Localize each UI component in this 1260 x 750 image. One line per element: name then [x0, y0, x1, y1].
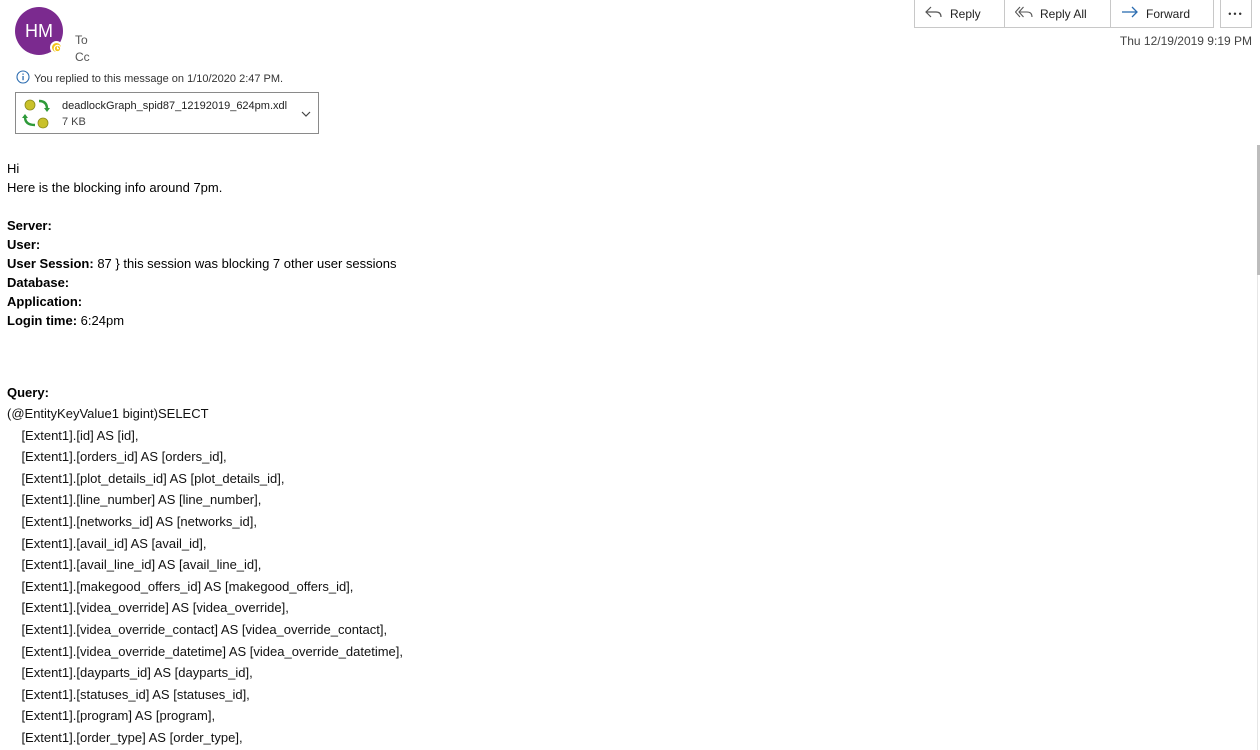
query-line: [Extent1].[program] AS [program], [7, 708, 216, 724]
query-line: [Extent1].[videa_override] AS [videa_override], [7, 600, 289, 616]
query-line: [Extent1].[makegood_offers_id] AS [makegood_offers_id], [7, 578, 354, 594]
query-line: [Extent1].[plot_details_id] AS [plot_details_id], [7, 470, 285, 486]
info-text: You replied to this message on 1/10/2020 2:47 PM. [34, 72, 284, 85]
forward-button[interactable] [1111, 0, 1213, 27]
more-actions-button[interactable] [1220, 0, 1252, 28]
attachment-size: 7 KB [62, 116, 86, 128]
reply-all-icon [1015, 5, 1033, 22]
message-action-toolbar [914, 0, 1214, 28]
message-body [7, 159, 396, 330]
chevron-down-icon[interactable] [300, 107, 312, 125]
query-line: [Extent1].[videa_override_datetime] AS [videa_override_datetime], [7, 643, 404, 659]
presence-away-icon [50, 41, 63, 54]
reply-all-label: Reply All [1040, 6, 1087, 21]
field-user: User: [7, 237, 41, 252]
reply-label: Reply [950, 6, 981, 21]
field-login-time: Login time: 6:24pm [7, 313, 125, 328]
query-line: [Extent1].[avail_line_id] AS [avail_line_id], [7, 557, 262, 573]
info-icon [16, 70, 30, 87]
cc-label[interactable]: Cc [75, 50, 90, 64]
query-line: [Extent1].[dayparts_id] AS [dayparts_id], [7, 665, 253, 681]
intro-line: Here is the blocking info around 7pm. [7, 180, 223, 195]
query-line: [Extent1].[networks_id] AS [networks_id], [7, 513, 258, 529]
more-icon: ••• [1228, 8, 1244, 19]
sender-avatar[interactable]: HM [15, 7, 63, 55]
query-line: [Extent1].[id] AS [id], [7, 427, 139, 443]
query-line: [Extent1].[orders_id] AS [orders_id], [7, 449, 227, 465]
query-line: [Extent1].[videa_override_contact] AS [videa_override_contact], [7, 621, 388, 637]
query-label: Query: [7, 385, 49, 400]
query-line: (@EntityKeyValue1 bigint)SELECT [7, 406, 209, 421]
greeting: Hi [7, 161, 20, 176]
xdl-file-icon [20, 96, 54, 135]
query-line: [Extent1].[statuses_id] AS [statuses_id], [7, 686, 250, 702]
field-application: Application: [7, 294, 83, 309]
info-bar [16, 70, 283, 87]
query-line: [Extent1].[avail_id] AS [avail_id], [7, 535, 207, 551]
attachment-name: deadlockGraph_spid87_12192019_624pm.xdl [62, 100, 288, 112]
reply-button[interactable] [915, 0, 1005, 27]
query-line: [Extent1].[order_type] AS [order_type], [7, 729, 243, 745]
sent-date: Thu 12/19/2019 9:19 PM [1119, 34, 1252, 48]
forward-icon [1121, 5, 1139, 22]
to-label[interactable]: To [75, 33, 88, 47]
reply-all-button[interactable] [1005, 0, 1111, 27]
reply-icon [925, 5, 943, 22]
query-line: [Extent1].[line_number] AS [line_number], [7, 492, 262, 508]
field-database: Database: [7, 275, 70, 290]
query-block [7, 403, 403, 749]
attachment-card[interactable] [15, 92, 319, 134]
forward-label: Forward [1146, 6, 1191, 21]
field-user-session: User Session: 87 } this session was blocking 7 other user sessions [7, 256, 397, 271]
field-server: Server: [7, 218, 52, 233]
